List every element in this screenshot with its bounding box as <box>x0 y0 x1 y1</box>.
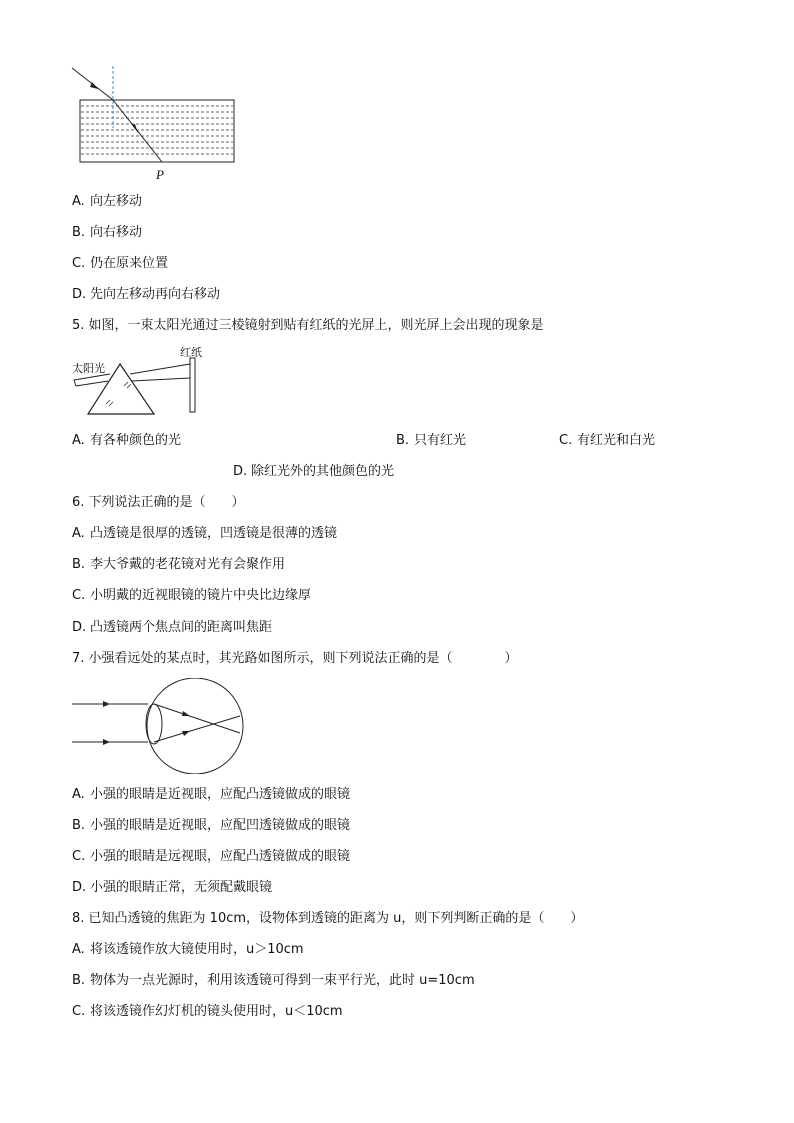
dispersed-ray-bottom <box>132 378 190 381</box>
q5-stem: 5. 如图，一束太阳光通过三棱镜射到贴有红纸的光屏上，则光屏上会出现的现象是 <box>72 318 544 333</box>
q6-stem: 6. 下列说法正确的是（ ） <box>72 495 245 510</box>
dispersed-ray-top <box>130 364 190 374</box>
q6-option-d: D. 凸透镜两个焦点间的距离叫焦距 <box>72 620 273 635</box>
q8-option-a: A. 将该透镜作放大镜使用时，u＞10cm <box>72 942 304 957</box>
q4-option-c: C. 仍在原来位置 <box>72 256 169 271</box>
q7-option-b: B. 小强的眼睛是近视眼，应配凹透镜做成的眼镜 <box>72 818 351 833</box>
q6-option-c: C. 小明戴的近视眼镜的镜片中央比边缘厚 <box>72 588 312 603</box>
refracted-arrow-icon <box>132 124 138 133</box>
inner-arrow-bottom-icon <box>182 731 190 736</box>
q6-option-b: B. 李大爷戴的老花镜对光有会聚作用 <box>72 557 286 572</box>
q4-option-a: A. 向左移动 <box>72 194 143 209</box>
q8-stem: 8. 已知凸透镜的焦距为 10cm，设物体到透镜的距离为 u，则下列判断正确的是（ ） <box>72 911 584 926</box>
water-surface-lines <box>81 106 233 154</box>
water-tank <box>80 100 234 162</box>
ray-top-arrow-icon <box>103 701 110 707</box>
sunlight-label: 太阳光 <box>72 362 105 375</box>
eyeball <box>147 678 243 774</box>
figure-eye <box>70 678 246 774</box>
q7-stem: 7. 小强看远处的某点时，其光路如图所示，则下列说法正确的是（ ） <box>72 651 518 666</box>
inner-arrow-top-icon <box>182 711 190 716</box>
q5-option-b: B. 只有红光 <box>396 433 467 448</box>
q7-option-d: D. 小强的眼睛正常，无须配戴眼镜 <box>72 880 273 895</box>
eye-diagram <box>70 678 246 774</box>
eye-lens <box>146 704 162 744</box>
q6-option-a: A. 凸透镜是很厚的透镜，凹透镜是很薄的透镜 <box>72 526 338 541</box>
refracted-ray <box>113 100 162 162</box>
sunlight-ray-bottom <box>76 381 108 386</box>
red-paper-label: 红纸 <box>180 346 202 359</box>
q8-option-c: C. 将该透镜作幻灯机的镜头使用时，u＜10cm <box>72 1004 343 1019</box>
q8-option-b: B. 物体为一点光源时，利用该透镜可得到一束平行光，此时 u=10cm <box>72 973 475 988</box>
q7-option-c: C. 小强的眼睛是远视眼，应配凸透镜做成的眼镜 <box>72 849 351 864</box>
q5-option-c: C. 有红光和白光 <box>559 433 656 448</box>
prism-glass-marks <box>106 382 131 406</box>
q7-option-a: A. 小强的眼睛是近视眼，应配凸透镜做成的眼镜 <box>72 787 351 802</box>
q4-option-b: B. 向右移动 <box>72 225 143 240</box>
light-screen <box>190 358 195 412</box>
point-p-label: P <box>156 167 164 182</box>
figure-water-refraction <box>68 62 244 186</box>
q5-option-d: D. 除红光外的其他颜色的光 <box>233 464 395 479</box>
q5-option-a: A. 有各种颜色的光 <box>72 433 182 448</box>
q4-option-d: D. 先向左移动再向右移动 <box>72 287 221 302</box>
ray-bottom-arrow-icon <box>103 739 110 745</box>
figure-prism <box>70 344 210 418</box>
